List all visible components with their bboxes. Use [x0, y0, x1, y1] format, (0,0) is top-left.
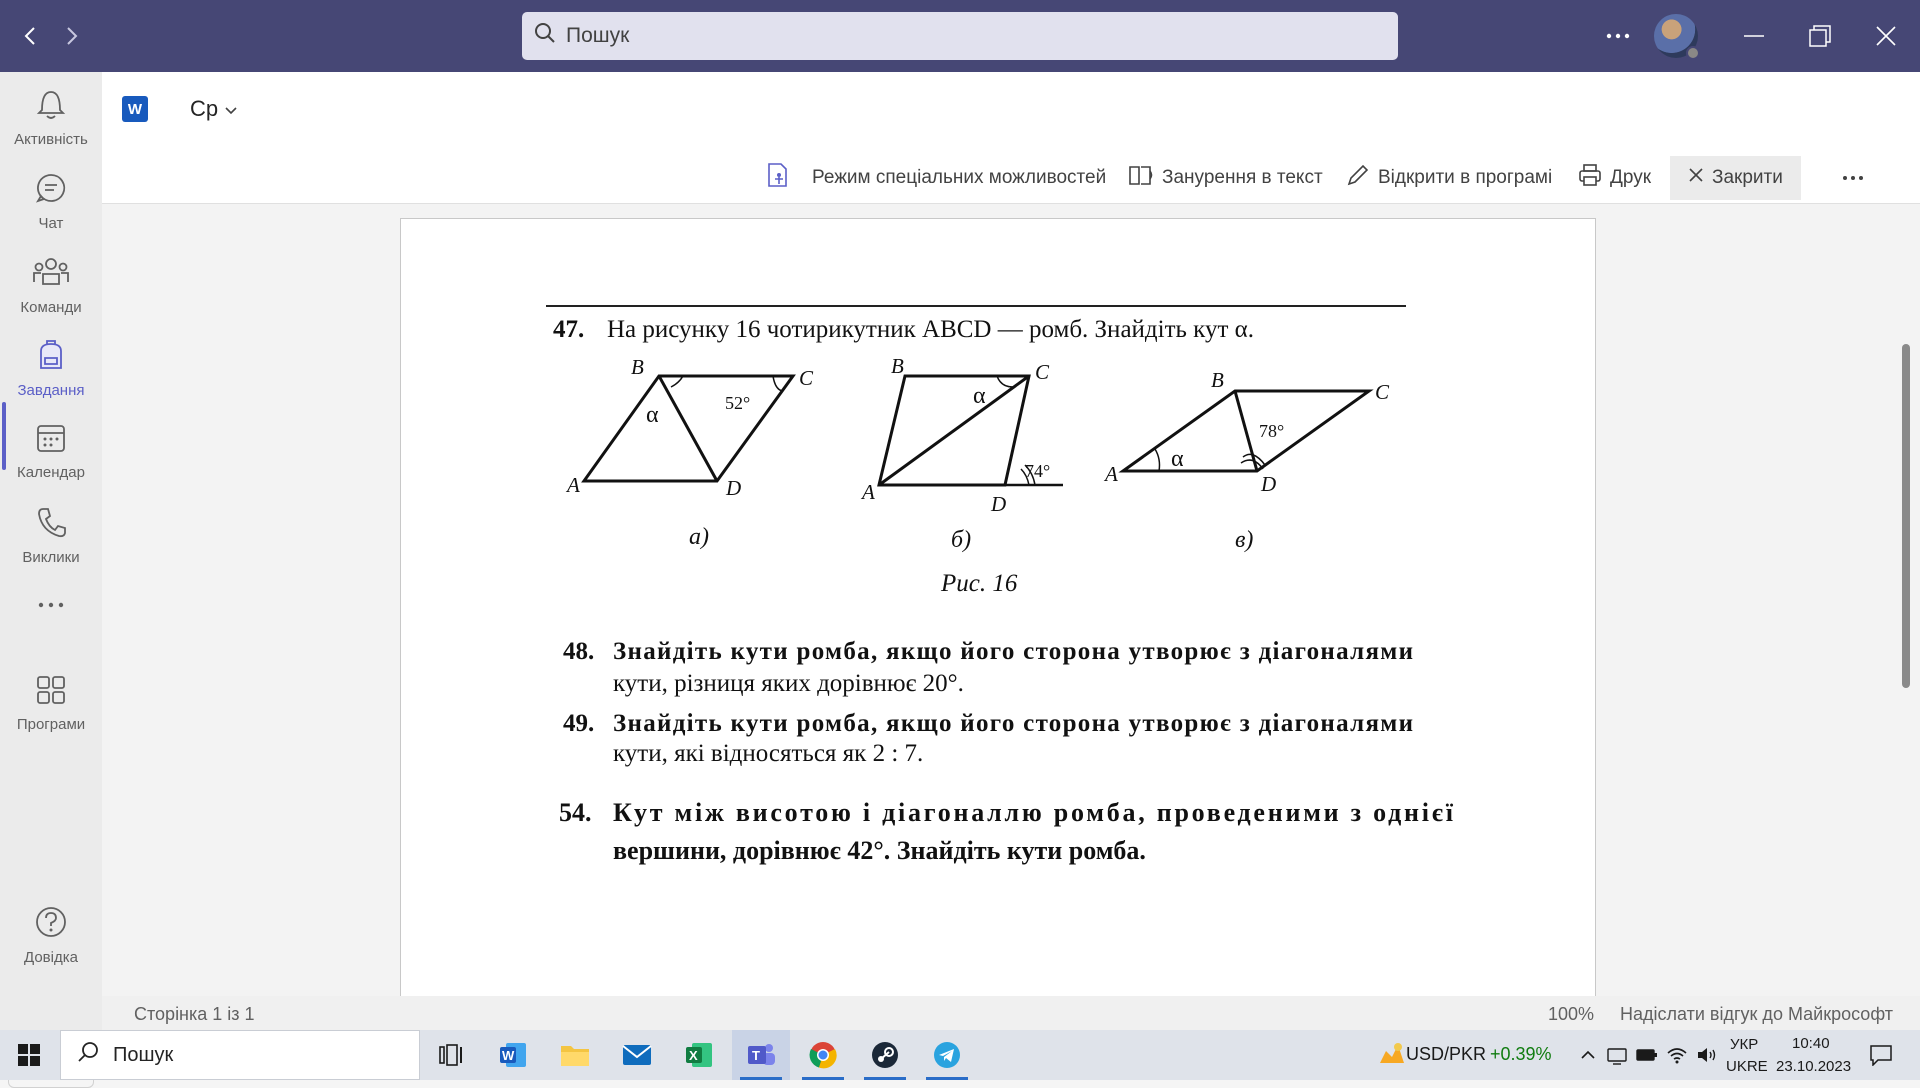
- problem-49-line1: Знайдіть кути ромба, якщо його сторона утворює з діагоналями: [613, 710, 1413, 737]
- open-in-app-button[interactable]: [1346, 156, 1552, 200]
- rail-item-activity[interactable]: [0, 78, 102, 158]
- svg-text:B: B: [891, 354, 904, 378]
- document-page: [400, 218, 1596, 1008]
- rail-label: Програми: [16, 716, 86, 733]
- svg-text:T: T: [752, 1048, 760, 1063]
- print-label: Друк: [1610, 167, 1652, 188]
- phone-icon: [36, 506, 66, 543]
- immersive-reader-button[interactable]: [1128, 156, 1323, 200]
- rail-label: Чат: [38, 215, 64, 232]
- problem-54-line1: Кут між висотою і діагоналлю ромба, проведеними з однієї: [613, 798, 1453, 827]
- zoom-level[interactable]: 100%: [1548, 1004, 1595, 1024]
- word-taskbar-icon[interactable]: [484, 1030, 542, 1080]
- svg-text:α: α: [646, 402, 659, 428]
- file-explorer-icon[interactable]: [546, 1030, 604, 1080]
- backpack-icon: [36, 337, 66, 376]
- app-rail: [0, 72, 102, 1030]
- rail-item-apps[interactable]: [0, 664, 102, 744]
- document-viewer: [102, 204, 1920, 996]
- close-window-icon[interactable]: [1866, 16, 1906, 56]
- clock-date[interactable]: 23.10.2023: [1776, 1058, 1852, 1075]
- windows-taskbar: [0, 1030, 1920, 1080]
- search-input[interactable]: [522, 12, 1398, 60]
- help-icon: [35, 906, 67, 943]
- figure-b: [860, 354, 1063, 553]
- more-apps-icon[interactable]: [0, 580, 102, 630]
- search-placeholder: Пошук: [566, 24, 630, 47]
- close-label: Закрити: [1712, 167, 1783, 188]
- caption-c: в): [1235, 527, 1254, 553]
- rail-item-chat[interactable]: [0, 162, 102, 242]
- rail-item-calendar[interactable]: [0, 412, 102, 492]
- apps-icon: [36, 675, 66, 710]
- figure-c: [1103, 368, 1390, 553]
- printer-icon: [1578, 163, 1610, 193]
- mail-icon[interactable]: [608, 1030, 666, 1080]
- teams-icon: [33, 256, 69, 293]
- accessibility-mode-label: Режим спеціальних можливостей: [812, 167, 1107, 188]
- keyboard-layout[interactable]: UKRE: [1726, 1058, 1768, 1075]
- taskbar-search-input[interactable]: [60, 1030, 420, 1080]
- svg-text:α: α: [973, 383, 986, 409]
- angle-78: 78°: [1259, 421, 1285, 441]
- svg-text:A: A: [1105, 462, 1118, 486]
- problem-54-line2: вершини, дорівнює 42°. Знайдіть кути ромба.: [613, 836, 1146, 865]
- main-area: [102, 72, 1920, 1030]
- clock-time[interactable]: 10:40: [1792, 1035, 1830, 1052]
- telegram-icon[interactable]: [918, 1030, 976, 1080]
- problem-49-line2: кути, які відносяться як 2 : 7.: [613, 740, 924, 767]
- immersive-reader-label: Занурення в текст: [1162, 167, 1323, 188]
- angle-74: 74°: [1025, 461, 1051, 481]
- feedback-link[interactable]: Надіслати відгук до Майкрософт: [1620, 1004, 1893, 1024]
- rail-label: Активність: [14, 131, 88, 148]
- search-icon: [534, 22, 556, 50]
- rail-label: Завдання: [17, 382, 85, 399]
- volume-icon[interactable]: [1692, 1030, 1722, 1080]
- pencil-icon: [1346, 163, 1378, 193]
- battery-icon[interactable]: [1632, 1030, 1662, 1080]
- rail-label: Виклики: [22, 549, 80, 566]
- close-icon: [1688, 167, 1712, 189]
- figure-a: [565, 355, 814, 550]
- ticker-symbol[interactable]: USD/PKR: [1406, 1044, 1487, 1064]
- close-document-button[interactable]: [1670, 156, 1801, 200]
- document-name: Ср: [190, 96, 219, 121]
- windows-start-icon[interactable]: [0, 1030, 58, 1080]
- rail-label: Команди: [20, 299, 82, 316]
- ticker-change: +0.39%: [1490, 1044, 1552, 1064]
- taskbar-search-placeholder: Пошук: [113, 1043, 174, 1066]
- chrome-icon[interactable]: [794, 1030, 852, 1080]
- open-in-app-label: Відкрити в програмі: [1378, 167, 1553, 188]
- more-options-icon[interactable]: [1598, 16, 1638, 56]
- presence-badge: [1686, 46, 1700, 60]
- minimize-icon[interactable]: [1734, 16, 1774, 56]
- problem-48-line1: Знайдіть кути ромба, якщо його сторона утворює з діагоналями: [613, 638, 1413, 665]
- immersive-reader-icon: [1128, 163, 1162, 193]
- svg-text:B: B: [1211, 368, 1224, 392]
- svg-text:X: X: [689, 1048, 698, 1063]
- print-button[interactable]: [1578, 156, 1651, 200]
- language-code[interactable]: УКР: [1730, 1036, 1759, 1053]
- accessibility-mode-button[interactable]: [766, 156, 1106, 200]
- bell-icon: [36, 88, 66, 125]
- rail-item-assignments[interactable]: [0, 328, 102, 408]
- document-name-dropdown[interactable]: [190, 96, 238, 122]
- problem-48-line2: кути, різниця яких дорівнює 20°.: [613, 670, 964, 697]
- chevron-down-icon: [224, 96, 238, 122]
- angle-52: 52°: [725, 393, 751, 413]
- search-icon: [77, 1041, 99, 1069]
- chat-icon: [35, 172, 67, 209]
- notification-center-icon[interactable]: [1852, 1030, 1910, 1080]
- forward-arrow-icon[interactable]: [56, 20, 88, 52]
- more-options-icon[interactable]: [1842, 156, 1872, 200]
- svg-text:C: C: [1375, 380, 1390, 404]
- teams-taskbar-icon[interactable]: [732, 1030, 790, 1080]
- svg-text:A: A: [862, 480, 875, 504]
- problem-48-number: 48.: [563, 638, 595, 665]
- page-indicator: Сторінка 1 із 1: [134, 1004, 255, 1024]
- status-bar: [102, 996, 1920, 1030]
- rail-item-teams[interactable]: [0, 246, 102, 326]
- svg-text:D: D: [1261, 472, 1277, 496]
- rail-item-help[interactable]: [0, 896, 102, 976]
- svg-text:α: α: [1171, 446, 1184, 472]
- calendar-icon: [36, 423, 66, 458]
- wifi-icon[interactable]: [1662, 1030, 1692, 1080]
- excel-taskbar-icon[interactable]: [670, 1030, 728, 1080]
- task-view-icon[interactable]: [422, 1030, 480, 1080]
- problem-49-number: 49.: [563, 710, 595, 737]
- svg-text:C: C: [1035, 360, 1050, 384]
- accessibility-icon: [766, 162, 798, 194]
- figure-caption: Рис. 16: [941, 570, 1018, 597]
- title-bar: [0, 0, 1920, 72]
- rail-label: Календар: [17, 464, 85, 481]
- rail-item-calls[interactable]: [0, 496, 102, 576]
- steam-icon[interactable]: [856, 1030, 914, 1080]
- svg-text:A: A: [567, 473, 580, 497]
- svg-text:B: B: [631, 355, 644, 379]
- rail-label: Довідка: [24, 949, 78, 966]
- svg-text:D: D: [991, 492, 1007, 516]
- problem-47-text: На рисунку 16 чотирикутник ABCD — ромб. Знайдіть кут α.: [607, 316, 1254, 343]
- vertical-scrollbar[interactable]: [1902, 344, 1910, 688]
- scanned-page-content: [401, 219, 1597, 1009]
- restore-icon[interactable]: [1800, 16, 1840, 56]
- svg-text:C: C: [799, 366, 814, 390]
- network-status-icon[interactable]: [1602, 1030, 1632, 1080]
- document-header: [102, 72, 1920, 204]
- svg-text:D: D: [726, 476, 742, 500]
- back-arrow-icon[interactable]: [14, 20, 46, 52]
- word-app-icon: W: [122, 96, 148, 122]
- caption-b: б): [951, 527, 972, 553]
- problem-47-number: 47.: [553, 316, 585, 343]
- caption-a: а): [689, 524, 709, 550]
- svg-text:W: W: [502, 1048, 515, 1063]
- problem-54-number: 54.: [559, 798, 592, 827]
